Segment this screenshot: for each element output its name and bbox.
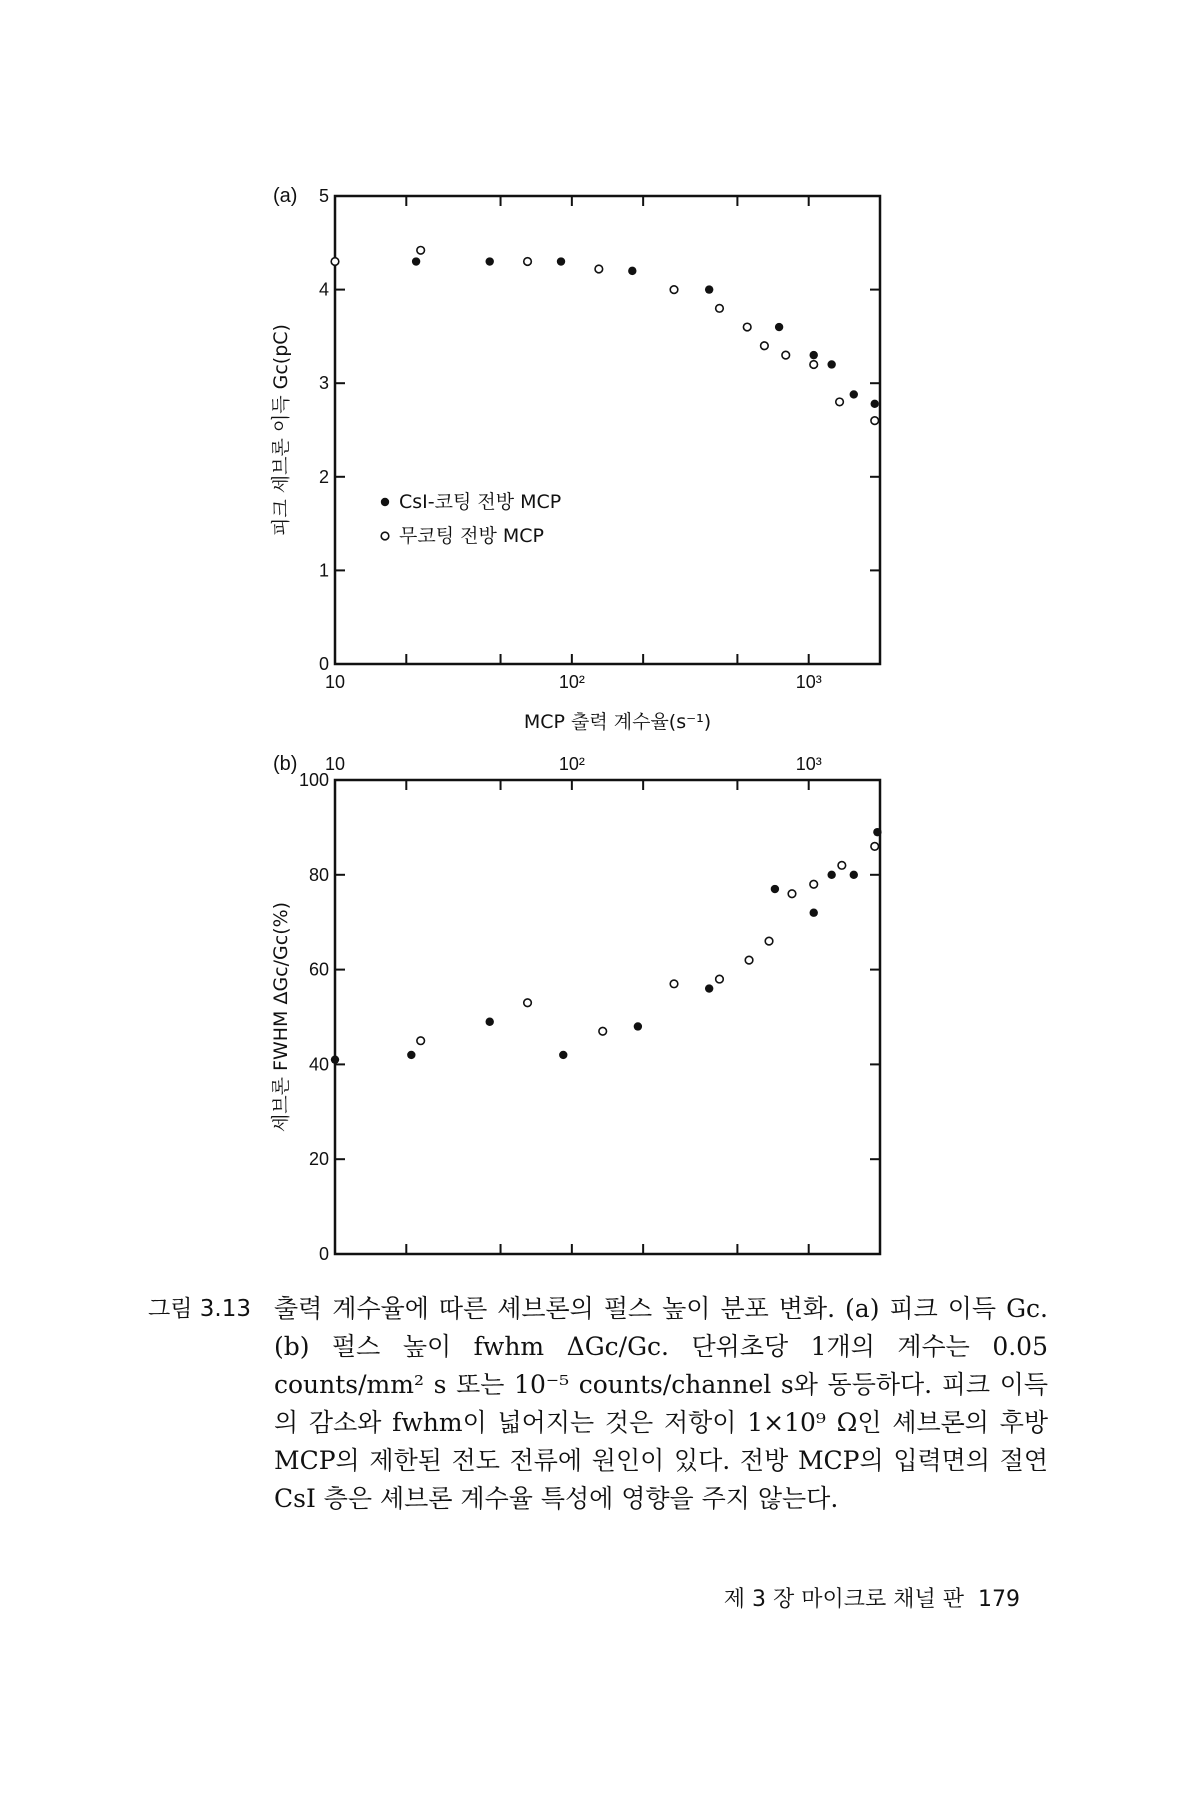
- data-point-open: [810, 361, 818, 369]
- data-point-filled: [810, 909, 818, 917]
- data-point-filled: [850, 390, 858, 398]
- data-point-open: [838, 862, 846, 870]
- data-point-filled: [557, 257, 565, 265]
- chart-panel-a: [270, 185, 880, 733]
- data-point-filled: [827, 360, 835, 368]
- data-point-filled: [775, 323, 783, 331]
- legend-label: 무코팅 전방 MCP: [399, 525, 544, 547]
- data-point-open: [765, 937, 773, 945]
- legend-label: CsI-코팅 전방 MCP: [399, 491, 562, 513]
- y-tick-label: 0: [318, 654, 329, 674]
- legend-marker-open: [381, 532, 389, 540]
- data-point-open: [716, 975, 724, 983]
- y-tick-label: 2: [318, 466, 329, 487]
- data-point-filled: [871, 400, 879, 408]
- y-tick-label: 40: [308, 1054, 329, 1075]
- data-point-open: [788, 890, 796, 898]
- data-point-filled: [850, 871, 858, 879]
- y-tick-label: 100: [298, 770, 329, 790]
- data-point-open: [782, 351, 790, 359]
- data-point-open: [743, 323, 751, 331]
- data-point-open: [417, 246, 425, 254]
- data-point-open: [417, 1037, 425, 1045]
- data-point-filled: [705, 984, 713, 992]
- figure-caption: [148, 1290, 1048, 1518]
- data-point-filled: [771, 885, 779, 893]
- data-point-filled: [559, 1051, 567, 1059]
- x-tick-label: 10³: [795, 754, 822, 774]
- x-tick-label: 10²: [558, 754, 585, 774]
- data-point-filled: [628, 267, 636, 275]
- y-tick-label: 3: [318, 373, 329, 394]
- data-point-filled: [486, 257, 494, 265]
- data-point-open: [716, 305, 724, 313]
- y-axis-title: 피크 세브론 이득 Gc(pC): [270, 324, 292, 536]
- legend-marker-filled: [381, 498, 389, 506]
- data-point-open: [524, 258, 532, 266]
- panel-label: (a): [273, 185, 298, 207]
- caption-text: 출력 계수율에 따른 셰브론의 펄스 높이 분포 변화. (a) 피크 이득 Gc. (b) 펄스 높이 fwhm ΔGc/Gc. 단위초당 1개의 계수는 0.05 counts/mm² s 또는 10⁻⁵ counts/channel s와 동등하다. 피크 이득의 감소와 fwhm이 넓어지는 것은 저항이 1×10⁹ Ω인 셰브론의 후방 MCP의 제한된 전도 전류에 원인이 있다. 전방 MCP의 입력면의 절연 CsI 층은 셰브론 계수율 특성에 영향을 주지 않는다.: [274, 1294, 1048, 1513]
- y-tick-label: 80: [308, 864, 329, 885]
- data-point-open: [670, 980, 678, 988]
- data-point-open: [331, 258, 339, 266]
- data-point-open: [871, 843, 879, 851]
- x-tick-label: 10: [324, 672, 346, 692]
- y-tick-label: 20: [308, 1149, 329, 1170]
- data-point-filled: [486, 1018, 494, 1026]
- y-tick-label: 5: [318, 186, 329, 206]
- x-tick-label: 10: [324, 754, 346, 774]
- data-point-open: [761, 342, 769, 350]
- y-axis-title: 세브론 FWHM ΔGc/Gc(%): [270, 901, 292, 1133]
- data-point-filled: [810, 351, 818, 359]
- data-point-filled: [634, 1022, 642, 1030]
- data-point-filled: [407, 1051, 415, 1059]
- y-tick-label: 1: [318, 560, 329, 581]
- data-point-open: [871, 417, 879, 425]
- data-point-filled: [705, 285, 713, 293]
- data-point-open: [524, 999, 532, 1007]
- data-point-open: [745, 956, 753, 964]
- x-tick-label: 10³: [795, 672, 822, 692]
- page-footer: [700, 1582, 1020, 1613]
- caption-label: 그림 3.13: [148, 1296, 251, 1322]
- x-axis-title: MCP 출력 계수율(s⁻¹): [523, 711, 712, 733]
- data-point-filled: [873, 828, 881, 836]
- y-tick-label: 4: [318, 279, 329, 300]
- page-number: 179: [978, 1587, 1020, 1612]
- plot-frame: [335, 196, 880, 664]
- footer-chapter: 제 3 장 마이크로 채널 판: [723, 1587, 964, 1612]
- chart-panel-b: [270, 753, 882, 1264]
- y-tick-label: 0: [318, 1244, 329, 1264]
- data-point-open: [810, 880, 818, 888]
- data-point-filled: [412, 257, 420, 265]
- data-point-open: [595, 265, 603, 273]
- y-tick-label: 60: [308, 959, 329, 980]
- data-point-filled: [331, 1055, 339, 1063]
- panel-label: (b): [273, 753, 298, 775]
- data-point-open: [836, 398, 844, 406]
- data-point-open: [670, 286, 678, 294]
- x-tick-label: 10²: [558, 672, 585, 692]
- plot-frame: [335, 780, 880, 1254]
- data-point-filled: [827, 871, 835, 879]
- data-point-open: [599, 1027, 607, 1035]
